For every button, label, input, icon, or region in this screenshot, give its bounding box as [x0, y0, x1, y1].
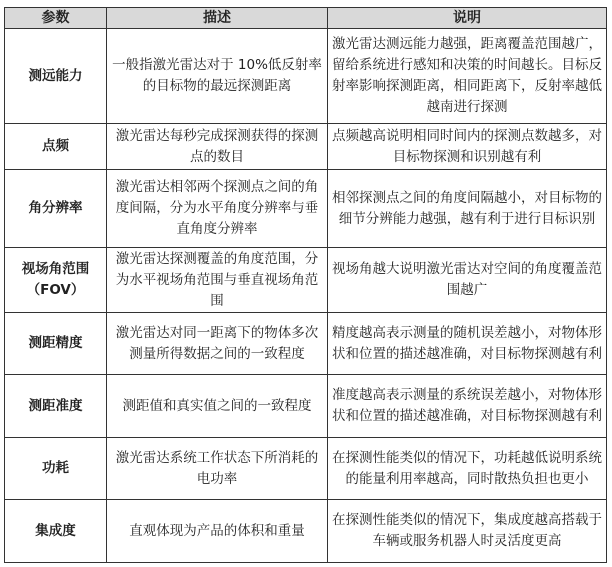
note-cell: 在探测性能类似的情况下，集成度越高搭载于车辆或服务机器人时灵活度更高 — [328, 500, 607, 563]
note-cell: 准度越高表示测量的系统误差越小，对物体形状和位置的描述越准确，对目标物探测越有利 — [328, 375, 607, 438]
param-cell: 测距精度 — [5, 313, 107, 375]
param-cell: 点频 — [5, 124, 107, 170]
table-row — [5, 248, 607, 313]
header-description: 描述 — [107, 8, 328, 29]
note-cell: 视场角越大说明激光雷达对空间的角度覆盖范围越广 — [328, 248, 607, 313]
lidar-parameter-table — [4, 7, 607, 563]
description-cell: 激光雷达系统工作状态下所消耗的电功率 — [107, 438, 328, 500]
description-cell: 激光雷达每秒完成探测获得的探测点的数目 — [107, 124, 328, 170]
description-cell: 激光雷达相邻两个探测点之间的角度间隔，分为水平角度分辨率与垂直角度分辨率 — [107, 170, 328, 248]
description-cell: 激光雷达探测覆盖的角度范围，分为水平视场角范围与垂直视场角范围 — [107, 248, 328, 313]
description-cell: 激光雷达对同一距离下的物体多次测量所得数据之间的一致程度 — [107, 313, 328, 375]
table-row — [5, 313, 607, 375]
note-cell: 激光雷达测远能力越强，距离覆盖范围越广，留给系统进行感知和决策的时间越长。目标反射率影响探测距离，相同距离下，反射率越低越南进行探测 — [328, 29, 607, 124]
table-row — [5, 124, 607, 170]
param-cell: 集成度 — [5, 500, 107, 563]
description-cell: 测距值和真实值之间的一致程度 — [107, 375, 328, 438]
description-cell: 一般指激光雷达对于 10%低反射率的目标物的最远探测距离 — [107, 29, 328, 124]
note-cell: 点频越高说明相同时间内的探测点数越多，对目标物探测和识别越有利 — [328, 124, 607, 170]
table-row — [5, 170, 607, 248]
description-cell: 直观体现为产品的体积和重量 — [107, 500, 328, 563]
param-cell: 测远能力 — [5, 29, 107, 124]
table-header-row — [5, 8, 607, 29]
table-row — [5, 29, 607, 124]
note-cell: 相邻探测点之间的角度间隔越小，对目标物的细节分辨能力越强，越有利于进行目标识别 — [328, 170, 607, 248]
note-cell: 精度越高表示测量的随机误差越小，对物体形状和位置的描述越准确，对目标物探测越有利 — [328, 313, 607, 375]
table-row — [5, 500, 607, 563]
param-cell: 功耗 — [5, 438, 107, 500]
table-row — [5, 438, 607, 500]
note-cell: 在探测性能类似的情况下，功耗越低说明系统的能量利用率越高，同时散热负担也更小 — [328, 438, 607, 500]
header-param: 参数 — [5, 8, 107, 29]
param-cell: 角分辨率 — [5, 170, 107, 248]
param-cell: 测距准度 — [5, 375, 107, 438]
header-note: 说明 — [328, 8, 607, 29]
param-cell: 视场角范围（FOV） — [5, 248, 107, 313]
table-row — [5, 375, 607, 438]
